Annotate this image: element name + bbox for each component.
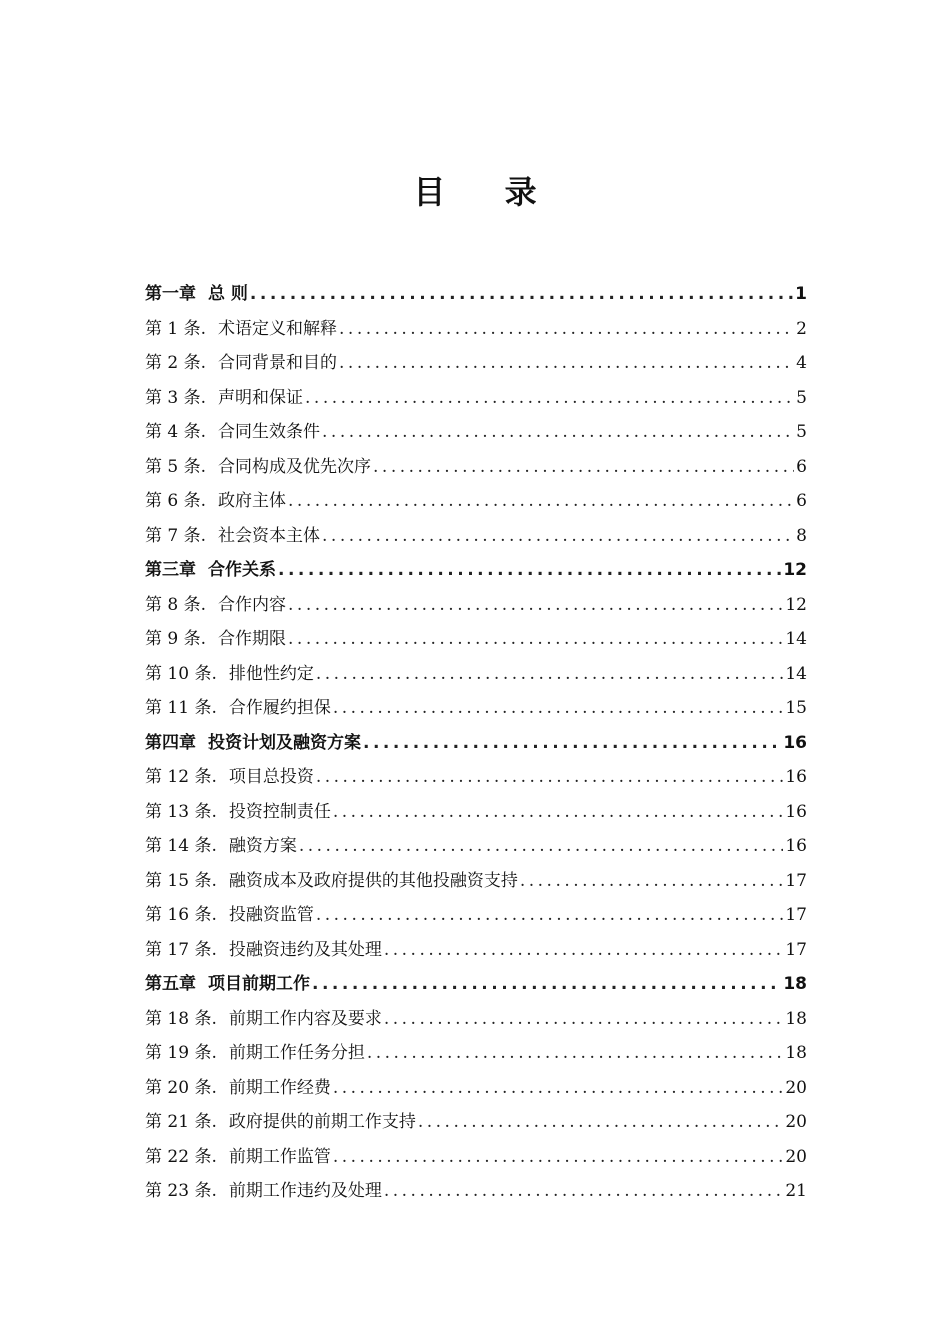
toc-article-row[interactable]: [145, 1071, 807, 1106]
toc-dot-leader: [333, 795, 784, 830]
toc-chapter-row[interactable]: [145, 553, 807, 588]
toc-entry-title: 融资方案: [228, 836, 297, 856]
toc-entry-title: 项目总投资: [228, 767, 314, 787]
toc-dot-leader: [322, 415, 794, 450]
toc-entry-number: 第 13 条.: [145, 801, 217, 822]
toc-entry-number: 第 15 条.: [145, 870, 217, 891]
toc-page-number: 18: [785, 1008, 807, 1029]
toc-dot-leader: [520, 864, 784, 899]
toc-page-number: 18: [785, 1043, 807, 1063]
toc-article-row[interactable]: [145, 312, 807, 347]
toc-entry-title: 投融资监管: [228, 905, 314, 925]
toc-entry-number: 第 12 条.: [145, 767, 217, 787]
toc-page-number: 21: [785, 1181, 807, 1201]
toc-article-row[interactable]: [145, 622, 807, 657]
toc-dot-leader: [333, 691, 784, 726]
toc-article-row[interactable]: [145, 829, 807, 864]
toc-dot-leader: [373, 450, 794, 485]
toc-dot-leader: [363, 726, 781, 761]
toc-article-row[interactable]: [145, 691, 807, 726]
toc-entry-title: 前期工作违约及处理: [228, 1181, 382, 1201]
toc-article-row[interactable]: [145, 415, 807, 450]
toc-dot-leader: [339, 346, 794, 381]
toc-page-number: 15: [785, 698, 807, 718]
toc-entry-number: 第 20 条.: [145, 1077, 217, 1098]
toc-entry-title: 前期工作任务分担: [228, 1043, 365, 1063]
toc-entry-number: 第 8 条.: [145, 594, 207, 615]
toc-entry-title: 排他性约定: [228, 663, 314, 684]
toc-entry-number: 第 16 条.: [145, 905, 217, 925]
toc-entry-title: 投资计划及融资方案: [208, 732, 361, 753]
toc-entry-number: 第 11 条.: [145, 698, 217, 718]
toc-entry-title: 投资控制责任: [228, 801, 331, 822]
toc-dot-leader: [278, 553, 781, 588]
page-title: 目 录: [413, 173, 561, 211]
toc-entry-title: 合作期限: [218, 629, 287, 649]
toc-entry-number: 第 17 条.: [145, 939, 217, 960]
toc-entry-number: 第 9 条.: [145, 629, 207, 649]
toc-dot-leader: [418, 1105, 784, 1140]
toc-dot-leader: [288, 622, 783, 657]
toc-entry-title: 合作履约担保: [228, 698, 331, 718]
toc-article-row[interactable]: [145, 898, 807, 933]
toc-page-number: 5: [796, 387, 807, 408]
toc-page-number: 16: [783, 732, 807, 753]
toc-entry-title: 项目前期工作: [208, 974, 310, 994]
toc-entry-number: 第 14 条.: [145, 836, 217, 856]
toc-entry-number: 第 3 条.: [145, 387, 207, 408]
toc-entry-number: 第 4 条.: [145, 422, 207, 442]
toc-dot-leader: [288, 588, 783, 623]
toc-article-row[interactable]: [145, 1036, 807, 1071]
toc-article-row[interactable]: [145, 795, 807, 830]
toc-article-row[interactable]: [145, 484, 807, 519]
toc-entry-title: 总 则: [208, 284, 248, 304]
toc-page-number: 18: [783, 974, 807, 994]
toc-article-row[interactable]: [145, 381, 807, 416]
toc-page-number: 8: [796, 525, 807, 546]
toc-article-row[interactable]: [145, 1002, 807, 1037]
toc-entry-title: 前期工作监管: [228, 1146, 331, 1167]
toc-dot-leader: [316, 898, 784, 933]
toc-dot-leader: [384, 933, 784, 968]
toc-article-row[interactable]: [145, 346, 807, 381]
toc-page-number: 20: [785, 1146, 807, 1167]
toc-page-number: 14: [785, 629, 807, 649]
toc-entry-number: 第三章: [145, 560, 196, 580]
toc-entry-number: 第 1 条.: [145, 318, 207, 339]
toc-page-number: 20: [785, 1112, 807, 1132]
toc-dot-leader: [384, 1002, 784, 1037]
toc-article-row[interactable]: [145, 450, 807, 485]
toc-entry-number: 第 7 条.: [145, 525, 207, 546]
toc-chapter-row[interactable]: [145, 726, 807, 761]
toc-entry-number: 第 21 条.: [145, 1112, 217, 1132]
toc-entry-title: 政府主体: [218, 491, 287, 511]
toc-article-row[interactable]: [145, 864, 807, 899]
toc-dot-leader: [316, 657, 784, 692]
toc-dot-leader: [305, 381, 794, 416]
toc-entry-number: 第五章: [145, 974, 196, 994]
toc-entry-number: 第 2 条.: [145, 353, 207, 373]
toc-page-number: 1: [795, 284, 807, 304]
toc-entry-number: 第 10 条.: [145, 663, 217, 684]
toc-entry-title: 合同背景和目的: [218, 353, 338, 373]
toc-entry-title: 前期工作经费: [228, 1077, 331, 1098]
toc-page-number: 5: [796, 422, 807, 442]
toc-page-number: 4: [796, 353, 807, 373]
toc-article-row[interactable]: [145, 519, 807, 554]
toc-article-row[interactable]: [145, 1105, 807, 1140]
toc-page-number: 14: [785, 663, 807, 684]
toc-page-number: 12: [785, 594, 807, 615]
toc-article-row[interactable]: [145, 1140, 807, 1175]
toc-dot-leader: [367, 1036, 784, 1071]
toc-entry-title: 前期工作内容及要求: [228, 1008, 382, 1029]
toc-dot-leader: [316, 760, 784, 795]
toc-article-row[interactable]: [145, 760, 807, 795]
toc-page-number: 6: [796, 491, 807, 511]
toc-page-number: 16: [785, 801, 807, 822]
table-of-contents: [145, 277, 807, 1209]
toc-entry-title: 社会资本主体: [218, 525, 321, 546]
toc-article-row[interactable]: [145, 657, 807, 692]
toc-dot-leader: [299, 829, 784, 864]
toc-entry-title: 政府提供的前期工作支持: [228, 1112, 416, 1132]
toc-entry-number: 第 18 条.: [145, 1008, 217, 1029]
toc-article-row[interactable]: [145, 933, 807, 968]
toc-entry-title: 声明和保证: [218, 387, 304, 408]
toc-page-number: 17: [785, 905, 807, 925]
toc-dot-leader: [333, 1071, 784, 1106]
toc-dot-leader: [333, 1140, 784, 1175]
toc-entry-title: 术语定义和解释: [218, 318, 338, 339]
toc-entry-number: 第一章: [145, 284, 196, 304]
toc-page-number: 17: [785, 870, 807, 891]
toc-dot-leader: [312, 967, 781, 1002]
toc-entry-title: 合同生效条件: [218, 422, 321, 442]
toc-entry-title: 合同构成及优先次序: [218, 456, 372, 477]
toc-entry-number: 第 23 条.: [145, 1181, 217, 1201]
toc-entry-title: 合作内容: [218, 594, 287, 615]
toc-entry-title: 融资成本及政府提供的其他投融资支持: [228, 870, 518, 891]
toc-entry-number: 第 5 条.: [145, 456, 207, 477]
toc-entry-number: 第 19 条.: [145, 1043, 217, 1063]
toc-page-number: 16: [785, 836, 807, 856]
toc-chapter-row[interactable]: [145, 967, 807, 1002]
toc-entry-number: 第四章: [145, 732, 196, 753]
toc-page-number: 12: [783, 560, 807, 580]
toc-entry-number: 第 6 条.: [145, 491, 207, 511]
toc-page-number: 16: [785, 767, 807, 787]
toc-page-number: 6: [796, 456, 807, 477]
toc-article-row[interactable]: [145, 588, 807, 623]
toc-dot-leader: [384, 1174, 784, 1209]
toc-entry-title: 投融资违约及其处理: [228, 939, 382, 960]
toc-dot-leader: [288, 484, 794, 519]
toc-dot-leader: [250, 277, 793, 312]
toc-entry-number: 第 22 条.: [145, 1146, 217, 1167]
toc-entry-title: 合作关系: [208, 560, 276, 580]
toc-dot-leader: [339, 312, 794, 347]
toc-page-number: 20: [785, 1077, 807, 1098]
toc-page-number: 17: [785, 939, 807, 960]
toc-page-number: 2: [796, 318, 807, 339]
toc-dot-leader: [322, 519, 794, 554]
toc-chapter-row[interactable]: [145, 277, 807, 312]
toc-article-row[interactable]: [145, 1174, 807, 1209]
